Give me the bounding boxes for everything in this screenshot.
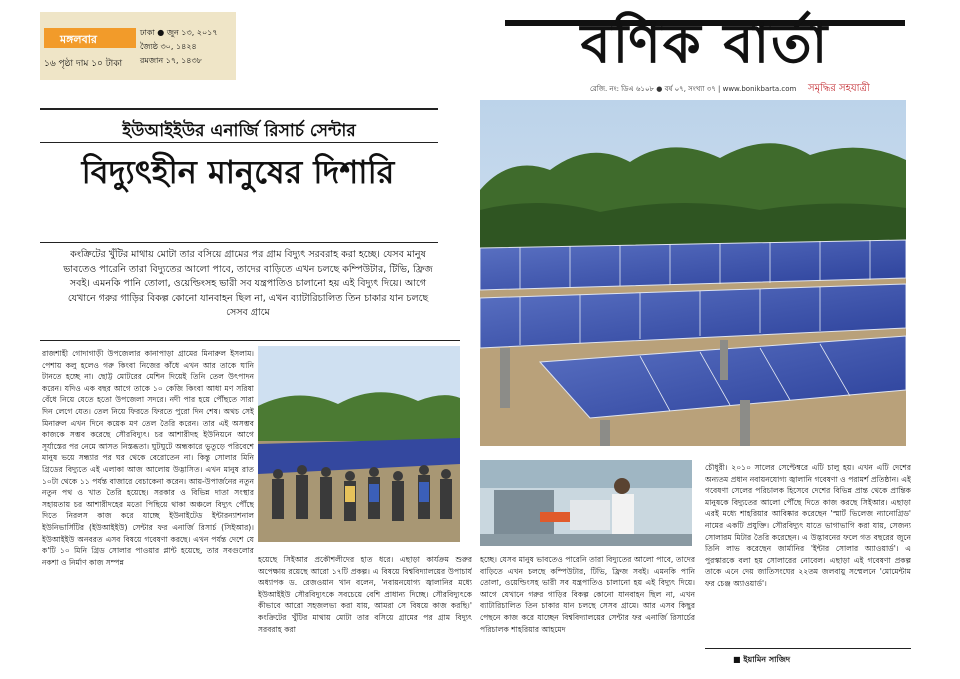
date-line: রমজান ১৭, ১৪৩৮ [140, 56, 202, 65]
page-price: ১৬ পৃষ্ঠা দাম ১০ টাকা [44, 59, 123, 69]
article-intro: কংক্রিটের খুঁটির মাথায় মোটা তার বসিয়ে গ্রামের পর গ্রাম বিদ্যুৎ সরবরাহ করা হচ্ছে। যেসব মানুষ ভাবতেও পারেনি তারা বিদ্যুতের আলো পাবে, তাদের বাড়িতে এখন চলছে কম্পিউটার, টিভি, ফ্রিজ সবই। এমনকি পানি তোলা, ওয়েল্ডিংসহ ভারী সব যন্ত্রপাতিও চালানো হয় এই বিদ্যুৎ দিয়ে। আগে যেখানে গরুর গাড়ির বিকল্প কোনো যানবাহন ছিল না, এখন ব্যাটারিচালিত তিন চাকার যান চলছে সেসব গ্রামে [63, 249, 433, 318]
divider [40, 242, 438, 243]
team-group-photo [258, 346, 460, 542]
divider [40, 108, 438, 110]
registration-line: রেজি. নং: ডিএ ৬১০৮ ● বর্ষ ০৭, সংখ্যা ৩৭ | www.bonikbarta.com [590, 85, 797, 93]
newspaper-logo: বণিক বার্তা [580, 11, 830, 75]
date-lines [140, 26, 218, 68]
weekday-tag: মঙ্গলবার [44, 28, 136, 48]
divider [40, 142, 438, 143]
article-kicker: ইউআইইউর এনার্জি রিসার্চ সেন্টার [122, 121, 356, 141]
article-byline: ■ ইয়ামিন সাজিদ [733, 655, 791, 664]
divider [705, 648, 911, 649]
article-column-2: হয়েছে সিইআর প্রকৌশলীদের হাত ধরে। এছাড়া কার্যক্রম শুরুর অপেক্ষায় রয়েছে আরো ১৭টি প্রকল্প। এ বিষয়ে বিশ্ববিদ্যালয়ের উপাচার্য অধ্যাপক ড. রেজওয়ান খান বলেন, 'নবায়নযোগ্য জ্বালানির মধ্যে ইউআইইউ সৌরবিদ্যুৎকে সবচেয়ে বেশি প্রাধান্য দিচ্ছে। সৌরবিদ্যুৎকে কীভাবে আরো সহজলভ্য করা যায়, আমরা সে বিষয়ে কাজ করছি।' কংক্রিটের খুঁটির মাথায় মোটা তার বসিয়ে গ্রামের পর গ্রাম বিদ্যুৎ সরবরাহ করা [258, 555, 472, 634]
date-line: জ্যৈষ্ঠ ৩০, ১৪২৪ [140, 42, 197, 51]
divider [40, 340, 460, 341]
article-column-4: চৌধুরী। ২০১০ সালের সেপ্টেম্বরে এটি চালু হয়। এখন এটি দেশের অন্যতম প্রধান নবায়নযোগ্য জ্বালানি গবেষণা ও পরামর্শ প্রতিষ্ঠান। এই গবেষণা সেলের পরিচালক হিসেবে দেশের বিভিন্ন প্রান্ত থেকে প্রান্তিক মানুষকে বিদ্যুতের আলো পৌঁছে দিতে কাজ করছে সিইআর। এছাড়া এরই মধ্যে শাহরিয়ার আবিষ্কার করেছেন 'স্মার্ট ভিলেজ ন্যানোগ্রিড' নামের একটি প্রযুক্তি। সৌরবিদ্যুৎ যাতে ভাগাভাগি করা যায়, সেজন্য সোলারম মিটার তৈরি করেছেন। এ উদ্ভাবনের ফলে গত বছরের জুনে তিনি লাভ করেছেন জার্মানির 'ইন্টার সোলার অ্যাওয়ার্ড'। এ পুরস্কারকে বলা হয় সোলারের নোবেল। এছাড়া এই গবেষণা প্রকল্প তাকে এনে দেয় জাতিসংঘের ২২তম জলবায়ু সম্মেলনে 'মোমেন্টাম ফর চেঞ্জ অ্যাওয়ার্ড'। [705, 463, 911, 588]
solar-panels-photo [480, 100, 906, 446]
article-headline: বিদ্যুৎহীন মানুষের দিশারি [81, 153, 395, 191]
lab-researcher-photo [480, 460, 692, 546]
date-line: ঢাকা ● জুন ১৩, ২০১৭ [140, 28, 218, 37]
article-column-3: হচ্ছে। যেসব মানুষ ভাবতেও পারেনি তারা বিদ্যুতের আলো পাবে, তাদের বাড়িতে এখন চলছে কম্পিউটার, টিভি, ফ্রিজ সবই। এমনকি পানি তোলা, ওয়েল্ডিংসহ ভারী সব যন্ত্রপাতিও চালানো হয় এই বিদ্যুৎ দিয়ে। আগে যেখানে গরুর গাড়ির বিকল্প কোনো যানবাহন ছিল না, এখন ব্যাটারিচালিত তিন চাকার যান চলছে সেসব গ্রামে। আর এসব কিছুর পেছনে কাজ করে যাচ্ছেন বিশ্ববিদ্যালয়ের সেন্টার ফর এনার্জি রিসার্চের পরিচালক শাহরিয়ার আহমেদ [480, 555, 695, 634]
tagline: সমৃদ্ধির সহযাত্রী [808, 83, 870, 94]
article-column-1: রাজশাহী গোদাগাড়ী উপজেলার কানাপাড়া গ্রামের মিনারুল ইসলাম। পেশায় কলু হলেও গরু কিংবা নিজের কাঁধে এখন আর তাকে ঘানি টানতে হচ্ছে না। ছোট্ট মোটরের মেশিন দিয়েই তিনি তেল উৎপাদন করেন। যদিও এক বছর আগে তাকে ১০ কেজি কিংবা আধা মণ সরিষা বেঁধে নিয়ে যেতে হতো উপজেলা সদরে। নদী পার হয়ে পৌঁছতে সারা দিন লেগে যেত। তেল নিয়ে ফিরতে ফিরতে পুরো দিন শেষ। অথচ সেই মিনারুল এখন দিনে কয়েক মণ তেল তৈরি করেন। তার এই অসম্ভব কাজকে সম্ভব করেছে সৌরবিদ্যুৎ। চর আশারীদহ ইউনিয়নে আগে সূর্যাস্তের পর নেমে আসত নিস্তব্ধতা। ঘুটঘুটে অন্ধকারে ভুতুড়ে পরিবেশে মানুষ ভয়ে সন্ধ্যার পর ঘর থেকে বেরোতেন না। কিন্তু সোলার মিনি গ্রিডের বিদ্যুতে এই এলাকা আজ আলোয় উদ্ভাসিত। এখন মানুষ রাত ১০টা থেকে ১১ পর্যন্ত বাজারে বেচাকেনা করেন। আয়-উপার্জনের নতুন নতুন পথ ও খাত তৈরি হয়েছে। সরকার ও বিভিন্ন দাতা সংস্থার সহায়তায় চর আশারীদহের মতো পিছিয়ে থাকা অঞ্চলে বিদ্যুৎ পৌঁছে দিতে নিরলস কাজ করে যাচ্ছে ইউনাইটেড ইন্টারন্যাশনাল ইউনিভার্সিটির (ইউআইইউ) সেন্টার ফর এনার্জি রিসার্চ (সিইআর)। ইউআইইউ অনবরত এসব বিষয়ে গবেষণা করছে। এখন পর্যন্ত দেশে যে ক'টি ১০ মিনি গ্রিড সোলার পাওয়ার প্লান্ট হয়েছে, তার সবগুলোর নকশা ও নির্মাণ কাজ সম্পন্ন [42, 349, 254, 567]
